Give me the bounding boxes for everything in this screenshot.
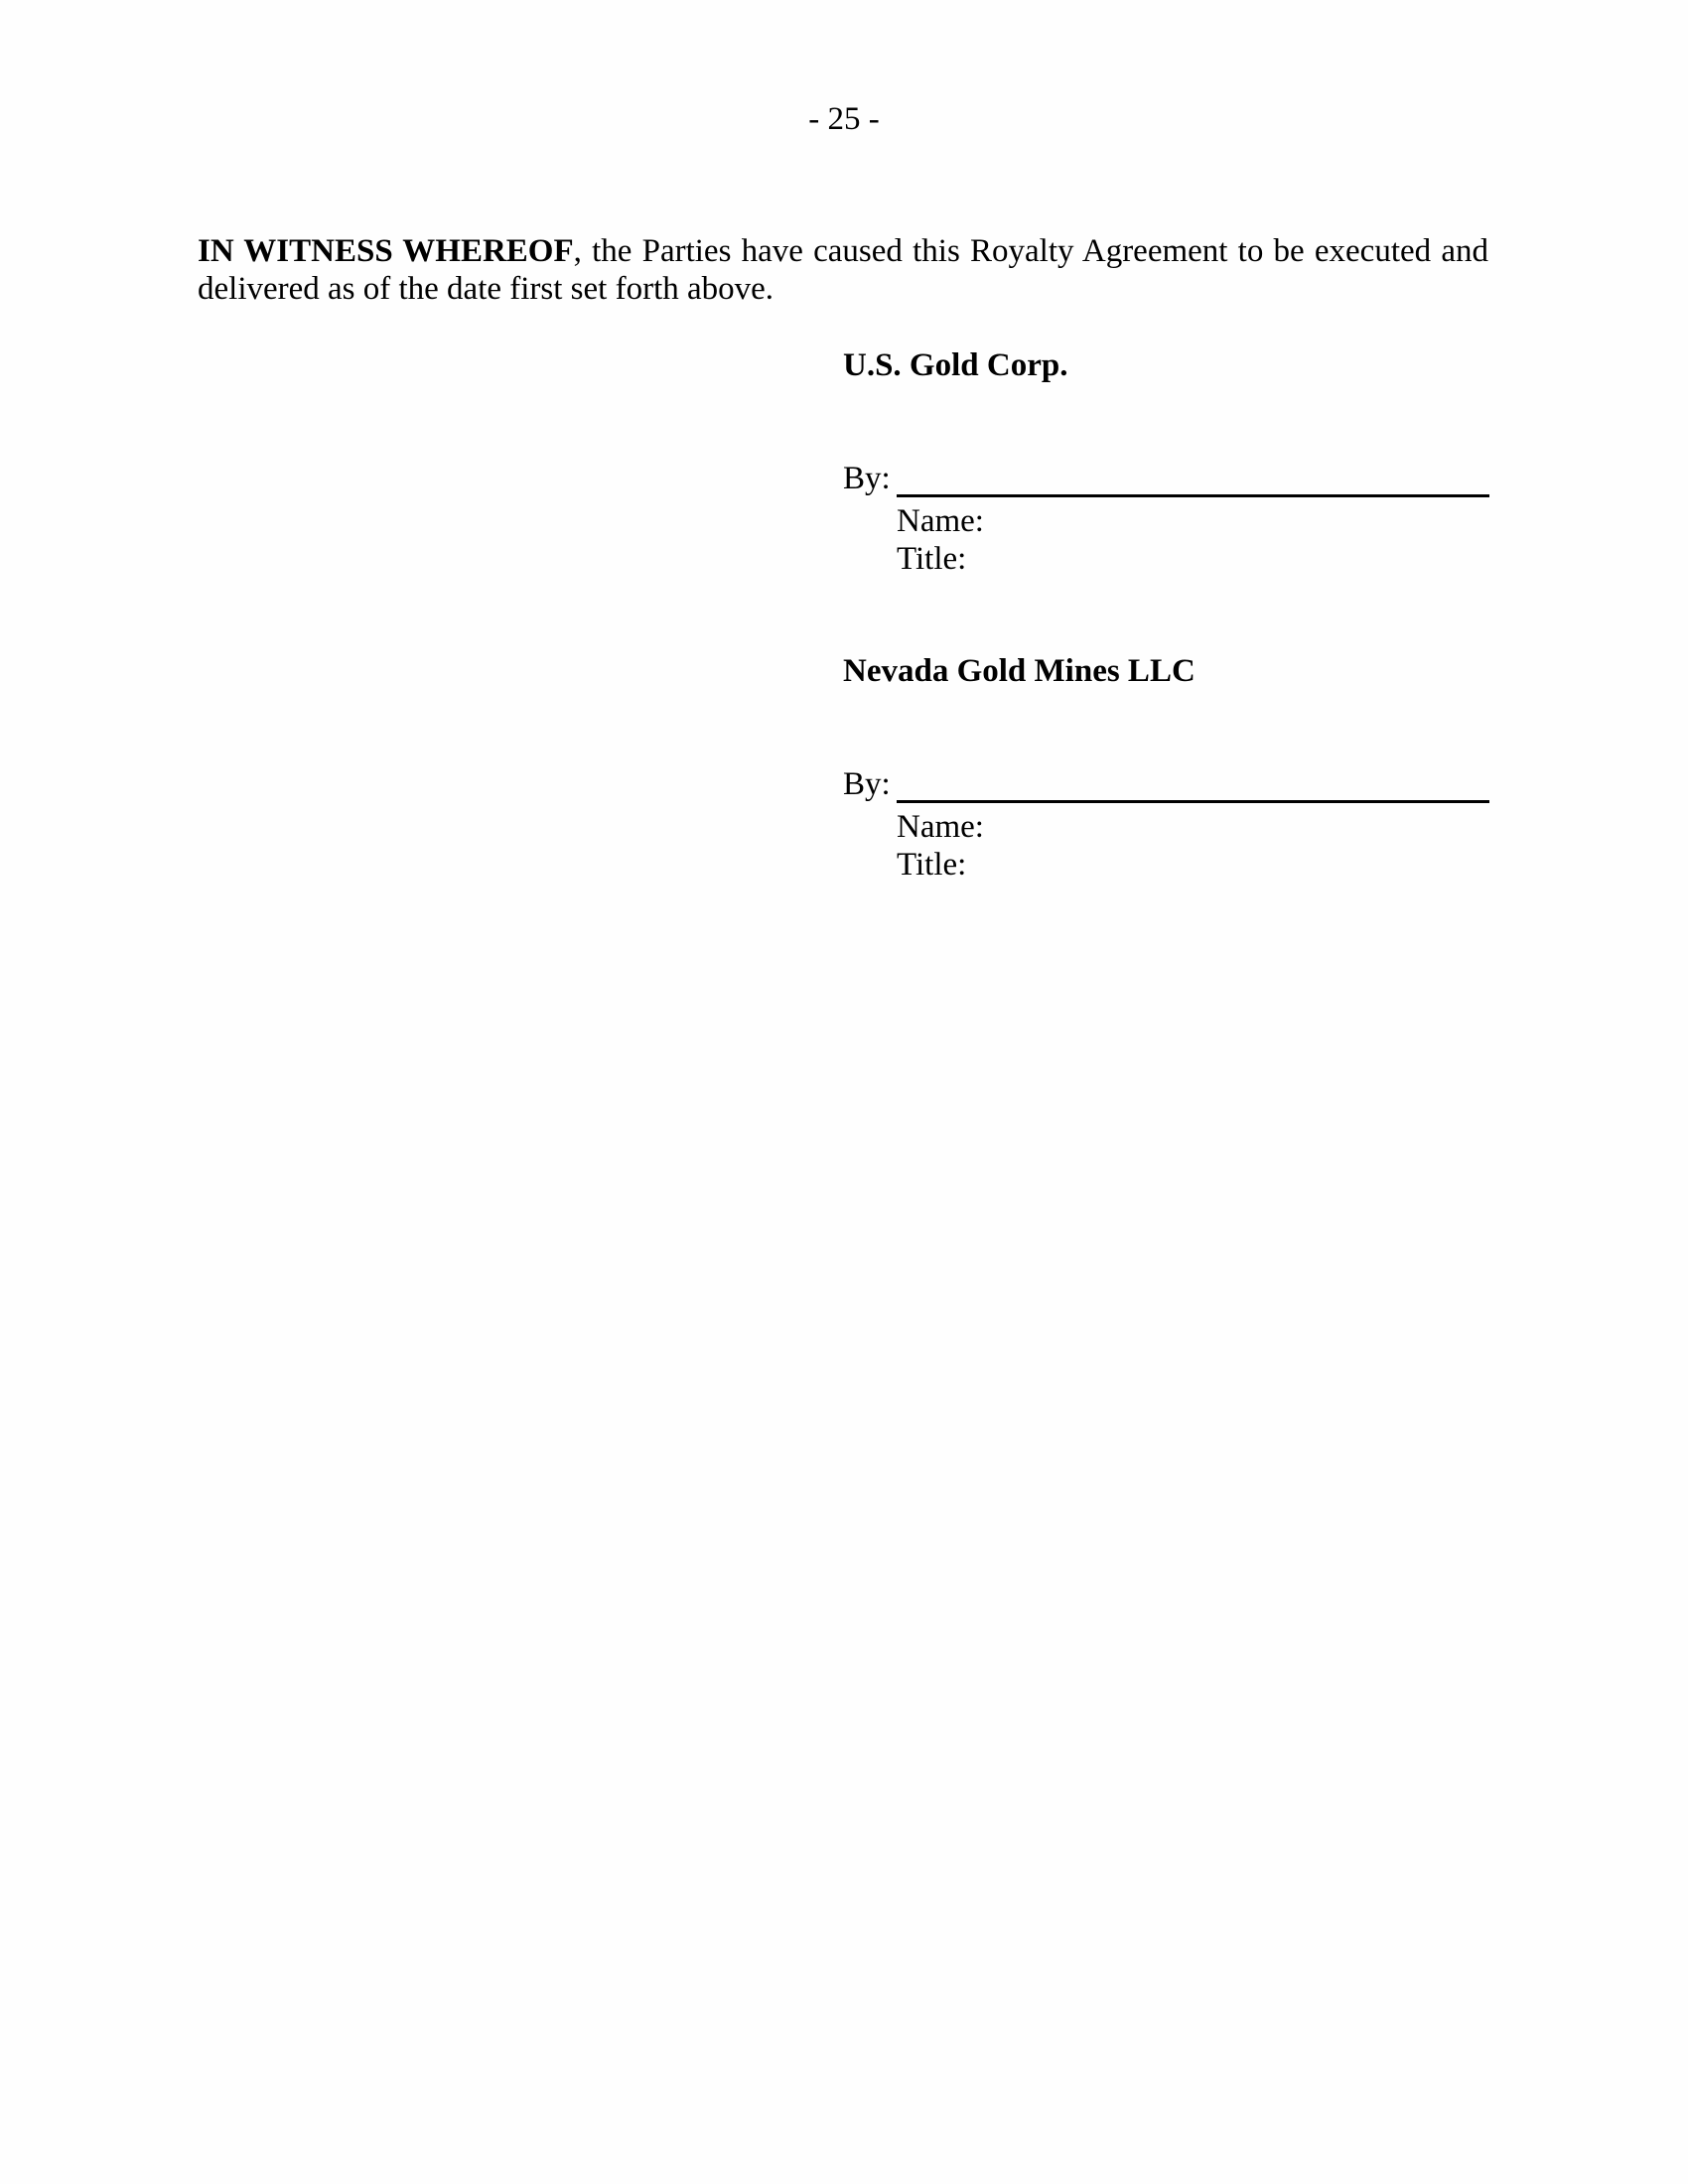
witness-lead: IN WITNESS WHEREOF — [198, 233, 574, 269]
signature-block-nevada-gold-mines — [843, 651, 1488, 889]
by-label: By: — [843, 461, 891, 496]
witness-paragraph — [198, 232, 1488, 308]
signature-row — [843, 764, 1489, 804]
title-label: Title: — [897, 541, 967, 577]
signature-row — [843, 459, 1489, 498]
by-label: By: — [843, 766, 891, 802]
name-label: Name: — [897, 503, 984, 539]
page-number: - 25 - — [808, 101, 880, 137]
party-name: U.S. Gold Corp. — [843, 347, 1068, 383]
party-name: Nevada Gold Mines LLC — [843, 653, 1196, 689]
witness-body: , the Parties have caused this Royalty Agreement to be executed and delivered as of the date first set forth above. — [198, 233, 1488, 307]
signature-line[interactable] — [897, 494, 1489, 497]
title-label: Title: — [897, 847, 967, 883]
name-label: Name: — [897, 809, 984, 845]
signature-block-us-gold — [843, 345, 1488, 584]
signature-line[interactable] — [897, 800, 1489, 803]
